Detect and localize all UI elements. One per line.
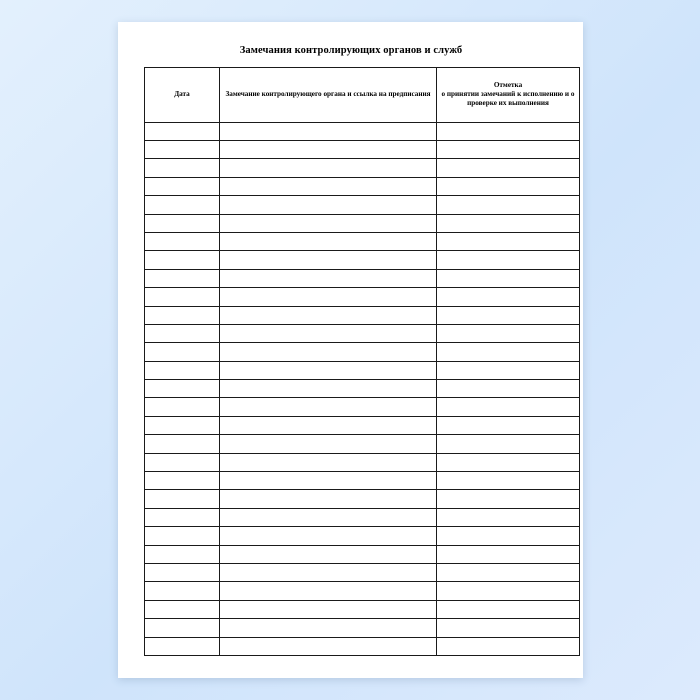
cell-mark[interactable] — [437, 232, 580, 250]
cell-mark[interactable] — [437, 563, 580, 581]
table-row — [145, 472, 580, 490]
cell-mark[interactable] — [437, 324, 580, 342]
document-page — [118, 22, 583, 678]
cell-date[interactable] — [145, 453, 220, 471]
cell-note[interactable] — [220, 453, 437, 471]
table-row — [145, 288, 580, 306]
column-header-mark-line1: Отметка — [493, 81, 523, 90]
cell-mark[interactable] — [437, 453, 580, 471]
cell-note[interactable] — [220, 637, 437, 655]
cell-date[interactable] — [145, 398, 220, 416]
table-row — [145, 582, 580, 600]
cell-note[interactable] — [220, 159, 437, 177]
table-row — [145, 251, 580, 269]
cell-date[interactable] — [145, 435, 220, 453]
table-row — [145, 306, 580, 324]
cell-note[interactable] — [220, 140, 437, 158]
cell-date[interactable] — [145, 582, 220, 600]
table-row — [145, 269, 580, 287]
cell-date[interactable] — [145, 563, 220, 581]
column-header-date: Дата — [145, 67, 220, 122]
cell-mark[interactable] — [437, 637, 580, 655]
table-row — [145, 619, 580, 637]
page-title: Замечания контролирующих органов и служб — [239, 45, 463, 56]
table-row — [145, 122, 580, 140]
cell-mark[interactable] — [437, 527, 580, 545]
column-header-note: Замечание контролирующего органа и ссылка на предписания — [220, 67, 437, 122]
table-row — [145, 196, 580, 214]
cell-mark[interactable] — [437, 600, 580, 618]
cell-date[interactable] — [145, 306, 220, 324]
cell-mark[interactable] — [437, 490, 580, 508]
table-row — [145, 177, 580, 195]
cell-date[interactable] — [145, 490, 220, 508]
cell-note[interactable] — [220, 600, 437, 618]
table-row — [145, 343, 580, 361]
cell-mark[interactable] — [437, 545, 580, 563]
cell-note[interactable] — [220, 472, 437, 490]
cell-date[interactable] — [145, 361, 220, 379]
column-header-mark — [437, 67, 580, 122]
table-row — [145, 508, 580, 526]
table-row — [145, 324, 580, 342]
document-content — [144, 40, 575, 660]
cell-mark[interactable] — [437, 177, 580, 195]
cell-mark[interactable] — [437, 343, 580, 361]
cell-date[interactable] — [145, 324, 220, 342]
table-row — [145, 232, 580, 250]
table-header-row — [145, 67, 580, 122]
cell-date[interactable] — [145, 232, 220, 250]
table-row — [145, 214, 580, 232]
cell-note[interactable] — [220, 545, 437, 563]
table-header — [145, 67, 580, 122]
cell-mark[interactable] — [437, 306, 580, 324]
cell-date[interactable] — [145, 214, 220, 232]
cell-date[interactable] — [145, 619, 220, 637]
cell-mark[interactable] — [437, 472, 580, 490]
cell-date[interactable] — [145, 122, 220, 140]
cell-date[interactable] — [145, 140, 220, 158]
cell-note[interactable] — [220, 232, 437, 250]
cell-mark[interactable] — [437, 251, 580, 269]
cell-date[interactable] — [145, 545, 220, 563]
cell-date[interactable] — [145, 416, 220, 434]
cell-date[interactable] — [145, 472, 220, 490]
cell-date[interactable] — [145, 600, 220, 618]
cell-date[interactable] — [145, 177, 220, 195]
table-row — [145, 159, 580, 177]
cell-note[interactable] — [220, 269, 437, 287]
cell-mark[interactable] — [437, 416, 580, 434]
table-row — [145, 600, 580, 618]
cell-mark[interactable] — [437, 435, 580, 453]
cell-note[interactable] — [220, 122, 437, 140]
table-row — [145, 563, 580, 581]
cell-note[interactable] — [220, 508, 437, 526]
cell-note[interactable] — [220, 214, 437, 232]
cell-mark[interactable] — [437, 288, 580, 306]
table-row — [145, 435, 580, 453]
table-row — [145, 453, 580, 471]
cell-mark[interactable] — [437, 159, 580, 177]
cell-mark[interactable] — [437, 214, 580, 232]
cell-note[interactable] — [220, 177, 437, 195]
cell-mark[interactable] — [437, 508, 580, 526]
cell-note[interactable] — [220, 361, 437, 379]
cell-mark[interactable] — [437, 380, 580, 398]
table-row — [145, 637, 580, 655]
table-row — [145, 380, 580, 398]
cell-date[interactable] — [145, 288, 220, 306]
table-row — [145, 140, 580, 158]
cell-date[interactable] — [145, 159, 220, 177]
cell-note[interactable] — [220, 196, 437, 214]
cell-note[interactable] — [220, 288, 437, 306]
table-body — [145, 122, 580, 655]
cell-date[interactable] — [145, 251, 220, 269]
table-row — [145, 398, 580, 416]
cell-note[interactable] — [220, 435, 437, 453]
cell-mark[interactable] — [437, 122, 580, 140]
cell-mark[interactable] — [437, 398, 580, 416]
table-row — [145, 361, 580, 379]
cell-note[interactable] — [220, 563, 437, 581]
cell-date[interactable] — [145, 343, 220, 361]
cell-note[interactable] — [220, 582, 437, 600]
cell-date[interactable] — [145, 380, 220, 398]
cell-mark[interactable] — [437, 196, 580, 214]
cell-date[interactable] — [145, 508, 220, 526]
cell-note[interactable] — [220, 251, 437, 269]
remarks-table — [144, 67, 580, 656]
cell-note[interactable] — [220, 343, 437, 361]
cell-note[interactable] — [220, 416, 437, 434]
cell-mark[interactable] — [437, 140, 580, 158]
cell-date[interactable] — [145, 527, 220, 545]
cell-note[interactable] — [220, 398, 437, 416]
cell-note[interactable] — [220, 380, 437, 398]
cell-mark[interactable] — [437, 269, 580, 287]
cell-note[interactable] — [220, 306, 437, 324]
cell-date[interactable] — [145, 269, 220, 287]
cell-note[interactable] — [220, 324, 437, 342]
cell-mark[interactable] — [437, 582, 580, 600]
table-row — [145, 545, 580, 563]
cell-note[interactable] — [220, 490, 437, 508]
cell-note[interactable] — [220, 527, 437, 545]
cell-note[interactable] — [220, 619, 437, 637]
table-row — [145, 490, 580, 508]
cell-mark[interactable] — [437, 361, 580, 379]
cell-date[interactable] — [145, 196, 220, 214]
table-row — [145, 527, 580, 545]
cell-date[interactable] — [145, 637, 220, 655]
cell-mark[interactable] — [437, 619, 580, 637]
table-row — [145, 416, 580, 434]
column-header-mark-line2: о принятии замечаний к исполнению и о проверке их выполнения — [441, 90, 575, 108]
